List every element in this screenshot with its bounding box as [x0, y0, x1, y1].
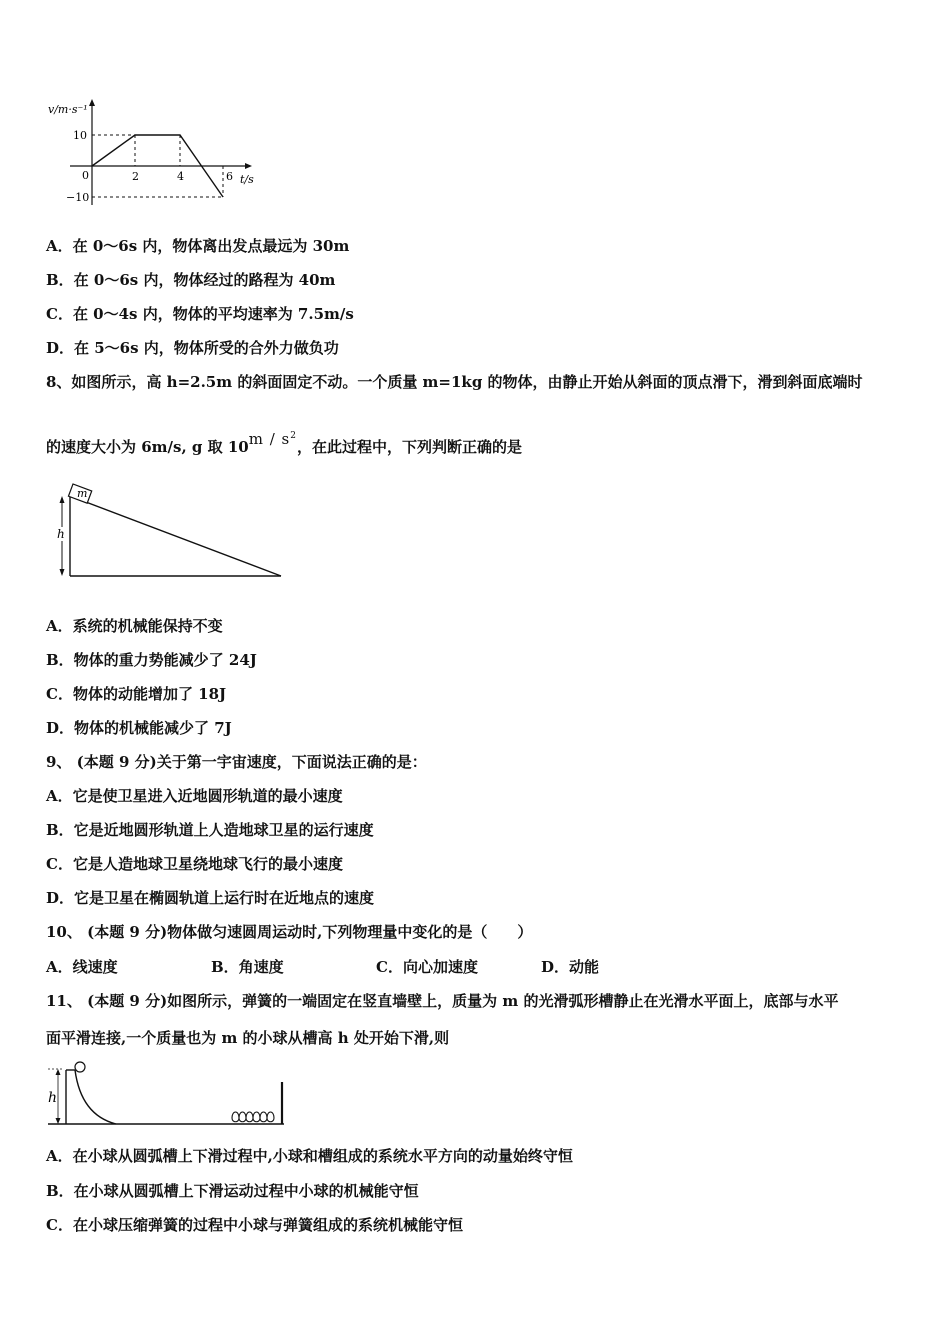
q11-stem-line2: 面平滑连接,一个质量也为 m 的小球从槽高 h 处开始下滑,则 — [46, 1029, 450, 1047]
q8-stem-line1: 8、如图所示，高 h=2.5m 的斜面固定不动。一个质量 m=1kg 的物体，由静止开始从斜面的顶点滑下，滑到斜面底端时 — [46, 373, 863, 391]
q7-option-d: D．在 5～6s 内，物体所受的合外力做负功 — [46, 339, 339, 357]
q8-stem-line2 — [46, 430, 522, 457]
q10-option-d: D．动能 — [541, 958, 600, 976]
x-axis-label: t/s — [240, 173, 254, 186]
y-tick-neg10: −10 — [66, 191, 90, 204]
x-tick-6: 6 — [226, 170, 233, 183]
q8-stem-part1: 的速度大小为 6m/s, g 取 10 — [46, 438, 249, 456]
q7-option-c: C．在 0～4s 内，物体的平均速率为 7.5m/s — [46, 305, 354, 323]
q11-option-b: B．在小球从圆弧槽上下滑运动过程中小球的机械能守恒 — [46, 1182, 419, 1200]
q8-unit-exponent: 2 — [290, 431, 297, 441]
q9-option-d: D．它是卫星在椭圆轨道上运行时在近地点的速度 — [46, 889, 375, 907]
q9-stem: 9、 (本题 9 分)关于第一宇宙速度，下面说法正确的是： — [46, 753, 427, 771]
groove-spring-figure — [44, 1060, 294, 1130]
q8-unit: m / $s^2$ — [248, 430, 297, 448]
q8-option-c: C．物体的动能增加了 18J — [46, 685, 227, 703]
x-tick-4: 4 — [177, 170, 184, 183]
q10-stem: 10、 (本题 9 分)物体做匀速圆周运动时,下列物理量中变化的是（ ） — [46, 923, 533, 941]
q10-option-a: A．线速度 — [46, 958, 118, 976]
q9-option-c: C．它是人造地球卫星绕地球飞行的最小速度 — [46, 855, 343, 873]
q9-option-b: B．它是近地圆形轨道上人造地球卫星的运行速度 — [46, 821, 374, 839]
x-tick-2: 2 — [132, 170, 139, 183]
q10-option-b: B．角速度 — [211, 958, 284, 976]
q9-option-a: A．它是使卫星进入近地圆形轨道的最小速度 — [46, 787, 343, 805]
incline-figure — [40, 478, 290, 583]
q7-option-a: A．在 0～6s 内，物体离出发点最远为 30m — [46, 237, 350, 255]
q8-option-a: A．系统的机械能保持不变 — [46, 617, 223, 635]
incline-height-label: h — [57, 527, 65, 541]
groove-height-label: h — [48, 1090, 58, 1106]
q10-option-c: C．向心加速度 — [376, 958, 478, 976]
q11-option-c: C．在小球压缩弹簧的过程中小球与弹簧组成的系统机械能守恒 — [46, 1216, 463, 1234]
q7-option-b: B．在 0～6s 内，物体经过的路程为 40m — [46, 271, 336, 289]
q11-option-a: A．在小球从圆弧槽上下滑过程中,小球和槽组成的系统水平方向的动量始终守恒 — [46, 1147, 573, 1165]
y-tick-0: 0 — [82, 169, 89, 182]
q8-option-b: B．物体的重力势能减少了 24J — [46, 651, 257, 669]
q11-stem-line1: 11、 (本题 9 分)如图所示，弹簧的一端固定在竖直墙壁上，质量为 m 的光滑弧形槽静止在光滑水平面上，底部与水平 — [46, 992, 839, 1010]
y-axis-label: v/m·s⁻¹ — [48, 103, 88, 116]
y-tick-10: 10 — [73, 129, 87, 142]
q8-stem-part2: ，在此过程中，下列判断正确的是 — [296, 438, 522, 456]
q8-option-d: D．物体的机械能减少了 7J — [46, 719, 232, 737]
incline-mass-label: m — [77, 487, 88, 500]
velocity-time-graph — [40, 95, 270, 210]
